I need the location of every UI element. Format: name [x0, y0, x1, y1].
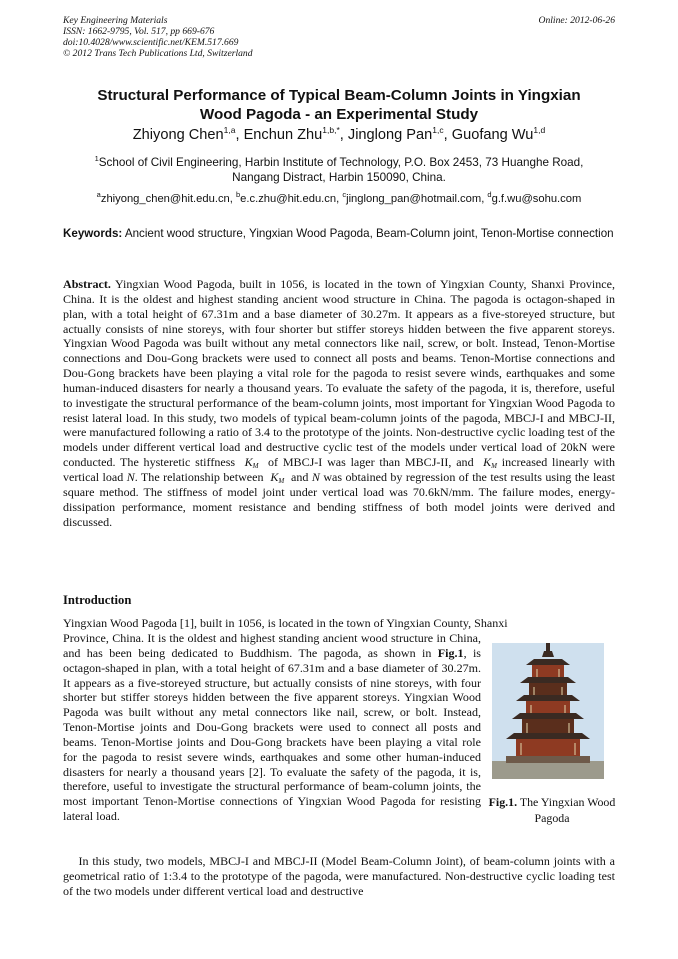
intro-text-3: In this study, two models, MBCJ-I and MBCJ-II (Model Beam-Column Joint), of beam-column joints with a geometrical ratio of 1:3.4 to the prototype of the pagoda, were manufactured. Non-destructive cyclic loading test of the two models under different vertical load and destructive [63, 854, 616, 898]
figure-label: Fig.1. [488, 795, 518, 809]
abstract-text-5: and [291, 469, 309, 484]
symbol-km [245, 455, 259, 469]
email-list: $^a$zhiyong_chen@hit.edu.cn, $^b$e.c.zhu@hit.edu.cn, $^c$jinglong_pan@hotmail.com, $^d$g.f.wu@sohu.com [96, 190, 582, 205]
copyright-line: © 2012 Trans Tech Publications Ltd, Switzerland [63, 48, 253, 59]
keywords [63, 227, 615, 242]
author-list: Zhiyong Chen$^{1,a}$, Enchun Zhu$^{1,b,*}$, Jinglong Pan$^{1,c}$, Guofang Wu$^{1,d}$ [132, 125, 546, 143]
figure-caption-text: The Yingxian Wood Pagoda [519, 795, 616, 825]
author-name: Enchun Zhu [243, 127, 323, 143]
paper-title [63, 87, 615, 124]
symbol-km [270, 470, 284, 484]
abstract-text-3: increased linearly with vertical load [63, 455, 615, 484]
abstract-text-4: . The relationship between [134, 469, 264, 484]
figure-caption [488, 795, 616, 826]
author-affil-sup: 1,a [223, 125, 236, 135]
abstract [63, 277, 615, 529]
abstract-text-6: was obtained by regression of the test results using the least square method. The stiffness of model joint under vertical load was 70.6kN/mm. The failure modes, energy-dissipation performance, moment resistance and bending stiffness of both model joints were derived and discussed. [63, 469, 616, 529]
author-affil-sup: 1,b,* [322, 125, 340, 135]
intro-paragraph-2 [63, 854, 615, 899]
author-affil-sup: 1,c [432, 125, 444, 135]
doi-line: doi:10.4028/www.scientific.net/KEM.517.669 [63, 37, 239, 48]
section-heading-introduction: Introduction [63, 593, 132, 607]
email-sup: b [235, 190, 241, 199]
pagoda-figure [492, 643, 604, 779]
symbol-n: N [311, 469, 320, 484]
title-line-2: Wood Pagoda - an Experimental Study [199, 105, 479, 123]
email-link[interactable]: g.f.wu@sohu.com [491, 193, 582, 205]
intro-text-2: , is octagon-shaped in plan, with a total height of 67.31m and a base diameter of 30.27m. It appears as a five-storeyed structure, but actually consists of nine storeys, with four shorter but stiffer storeys hidden between the five apparent storeys. Yingxian Wood Pagoda was built without any metal connectors like nail, screw, or bolt. Instead, Tenon-Mortise joints and Dou-Gong brackets were used to connect all posts and beams. Tenon-Mortise joints and Dou-Gong brackets have been playing a vital role for the pagoda to resist severe winds, earthquakes and some other human-induced disasters for nearly a thousand years [2]. To evaluate the safety of the pagoda, it is, therefore, useful to investigate the structural performance of beam-column joints, the most important Tenon-Mortise connections of Yingxian Wood Pagoda for resisting lateral load. [63, 645, 481, 824]
keywords-text: Ancient wood structure, Yingxian Wood Pagoda, Beam-Column joint, Tenon-Mortise connection [124, 227, 614, 240]
affiliation-line-1: School of Civil Engineering, Harbin Institute of Technology, P.O. Box 2453, 73 Huanghe Road, [98, 156, 584, 169]
symbol-sub-m: M [252, 462, 259, 471]
abstract-text-1: Yingxian Wood Pagoda, built in 1056, is located in the town of Yingxian County, Shanxi Province, China. It is the oldest and highest standing ancient wood structure in China. The pagoda is octagon-shaped in plan, with a total height of 67.31m and a base diameter of 30.27m. It appears as a five-storeyed structure, but actually consists of nine storeys, with four shorter but stiffer storeys hidden between the five apparent storeys. Yingxian Wood Pagoda was built without any metal connectors like nail, screw, or bolt. Instead, Tenon-Mortise connections and Dou-Gong brackets were used to connect all posts and beams. Tenon-Mortise connections and Dou-Gong brackets have been playing a vital role for the pagoda to resist severe winds, earthquakes and some human-induced disasters for nearly a thousand years. To evaluate the safety of the pagoda, it is, therefore, useful to investigate the structural performance of the beam-column joints, most important for Yingxian Wood Pagoda to resist lateral load. In this study, two models of typical beam-column joints of the pagoda, MBCJ-I and MBCJ-II, were manufactured following a ratio of 3.4 to the prototype of the joints. Non-destructive cyclic loading test of the models under different vertical load and destructive cyclic test of the models under vertical load of 20kN were conducted. The hysteretic stiffness [63, 277, 615, 470]
intro-text-1: Province, China. It is the oldest and highest standing ancient wood structure in China, and has been being dedicated to Buddhism. The pagoda, as shown in [63, 631, 481, 660]
author-name: Guofang Wu [451, 127, 534, 143]
issn-line: ISSN: 1662-9795, Vol. 517, pp 669-676 [63, 26, 215, 37]
email-link[interactable]: zhiyong_chen@hit.edu.cn [100, 193, 230, 205]
journal-header [63, 15, 253, 59]
keywords-label: Keywords: [63, 227, 123, 240]
title-line-1: Structural Performance of Typical Beam-Column Joints in Yingxian [97, 87, 581, 104]
author-name: Jinglong Pan [347, 127, 433, 143]
author-name: Zhiyong Chen [132, 127, 224, 143]
email-link[interactable]: e.c.zhu@hit.edu.cn [240, 193, 337, 205]
online-date: Online: 2012-06-26 [538, 15, 615, 26]
email-sup: d [487, 190, 492, 199]
symbol-k: K [270, 469, 279, 484]
intro-paragraph-line-1: Yingxian Wood Pagoda [1], built in 1056, is located in the town of Yingxian County, Shanxi [63, 616, 508, 630]
symbol-k: K [244, 455, 253, 470]
symbol-n: N [126, 469, 135, 484]
author-affil-sup: 1,d [533, 125, 546, 135]
journal-name: Key Engineering Materials [63, 15, 168, 26]
abstract-text-2: of MBCJ-I was lager than MBCJ-II, and [268, 455, 474, 470]
symbol-k: K [483, 455, 492, 470]
figure-reference[interactable]: Fig.1 [437, 645, 464, 660]
affiliation [63, 155, 615, 185]
email-link[interactable]: jinglong_pan@hotmail.com [346, 193, 482, 205]
email-sup: a [96, 190, 101, 199]
symbol-km [483, 455, 497, 469]
symbol-sub-m: M [278, 476, 285, 485]
symbol-sub-m: M [491, 462, 498, 471]
abstract-label: Abstract. [63, 277, 111, 291]
email-sup: c [342, 190, 347, 199]
intro-paragraph [63, 631, 481, 824]
pagoda-photo [492, 643, 604, 779]
affiliation-sup: 1 [94, 154, 99, 163]
affiliation-line-2: Nangang Distract, Harbin 150090, China. [232, 171, 446, 184]
